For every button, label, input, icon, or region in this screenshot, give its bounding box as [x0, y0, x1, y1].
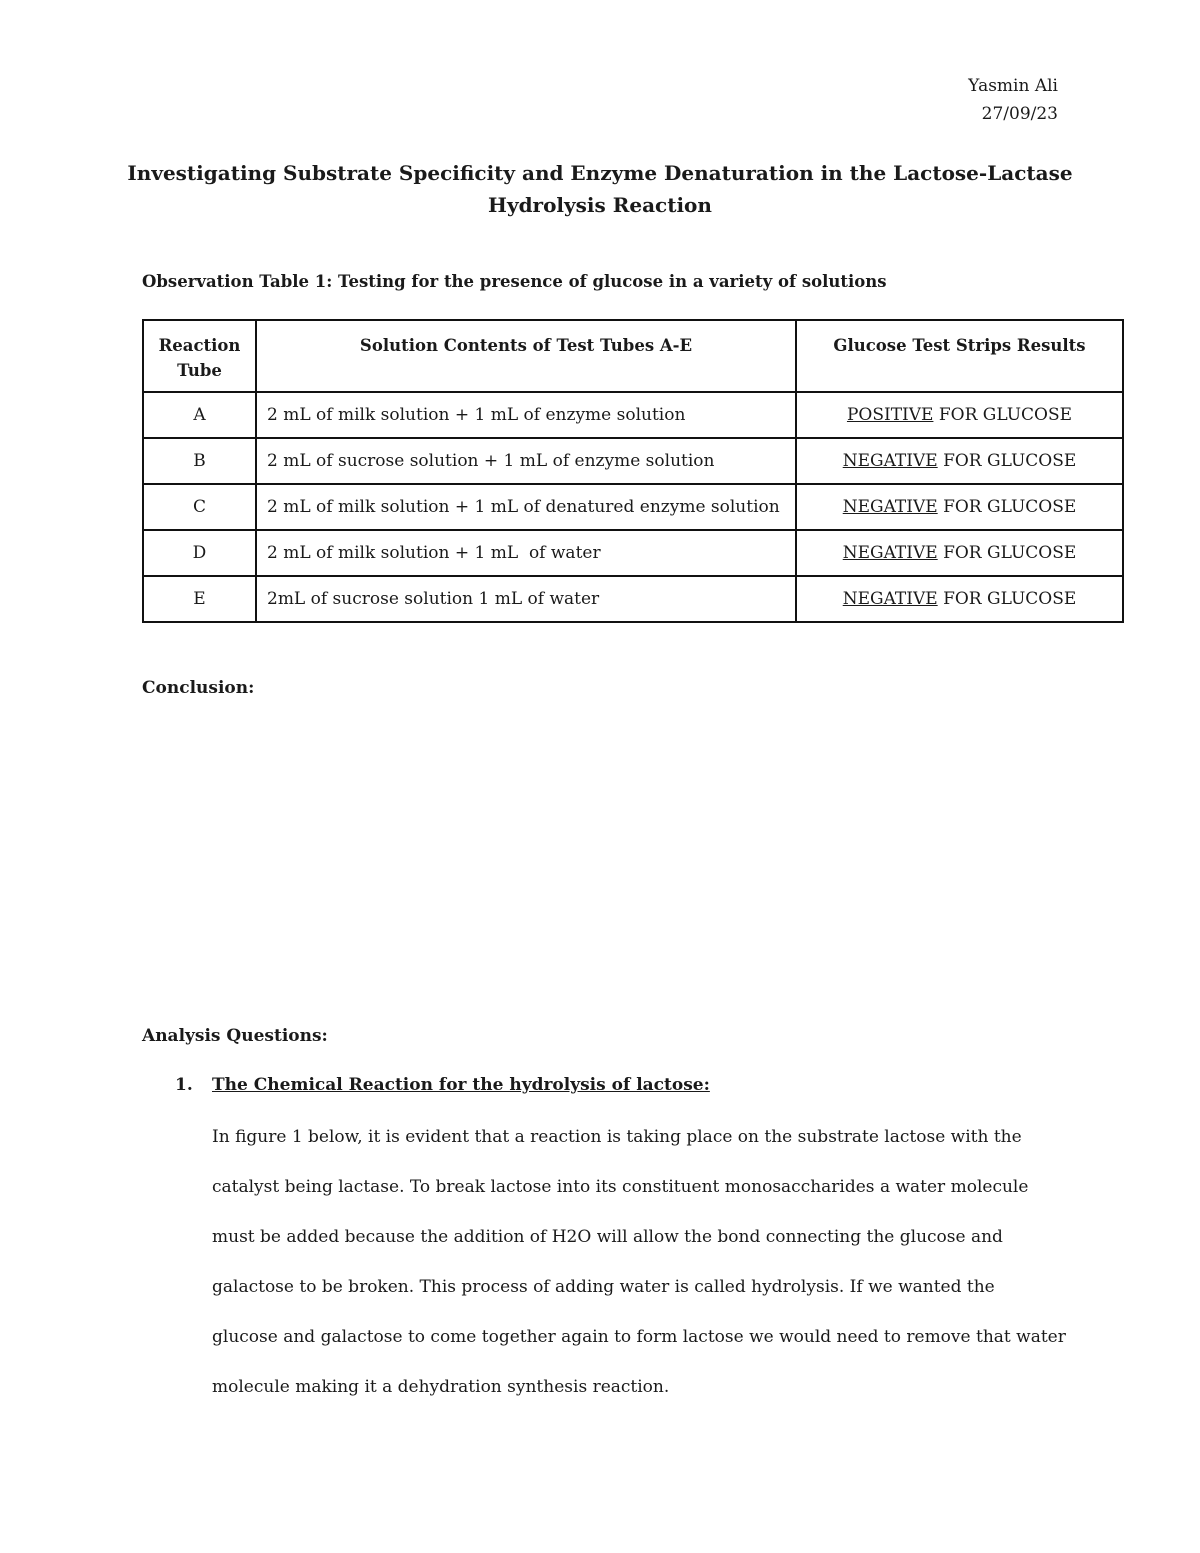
answer-line: must be added because the addition of H2O will allow the bond connecting the glucose and [212, 1227, 1003, 1247]
author-header [968, 72, 1058, 128]
document-title [100, 157, 1100, 221]
author-name: Yasmin Ali [968, 76, 1058, 96]
result-word: POSITIVE [846, 405, 934, 425]
answer-line: In figure 1 below, it is evident that a reaction is taking place on the substrate lactose with the [212, 1127, 1022, 1147]
contents-cell: 2 mL of milk solution + 1 mL of denatured enzyme solution [256, 484, 796, 530]
contents-cell: 2 mL of milk solution + 1 mL of water [256, 530, 796, 576]
table-header-row [143, 320, 1123, 392]
document-date: 27/09/23 [981, 104, 1058, 124]
question-answer [212, 1112, 1092, 1412]
header-tube-line-2: Tube [177, 361, 222, 380]
header-solution-contents: Solution Contents of Test Tubes A-E [256, 320, 796, 392]
result-cell [796, 392, 1123, 438]
table-row [143, 438, 1123, 484]
tube-cell: E [143, 576, 256, 622]
result-cell [796, 530, 1123, 576]
tube-cell: D [143, 530, 256, 576]
result-cell [796, 484, 1123, 530]
contents-cell: 2 mL of milk solution + 1 mL of enzyme solution [256, 392, 796, 438]
question-title: The Chemical Reaction for the hydrolysis of lactose: [212, 1075, 710, 1095]
table-row [143, 484, 1123, 530]
result-word: NEGATIVE [842, 451, 938, 471]
answer-line: galactose to be broken. This process of adding water is called hydrolysis. If we wanted the [212, 1277, 995, 1297]
result-word: NEGATIVE [842, 497, 938, 517]
contents-cell: 2 mL of sucrose solution + 1 mL of enzyme solution [256, 438, 796, 484]
tube-cell: C [143, 484, 256, 530]
result-rest: FOR GLUCOSE [933, 405, 1073, 425]
analysis-heading: Analysis Questions: [142, 1026, 328, 1046]
tube-cell: A [143, 392, 256, 438]
table-row [143, 530, 1123, 576]
answer-line: molecule making it a dehydration synthesis reaction. [212, 1377, 670, 1397]
result-rest: FOR GLUCOSE [937, 451, 1077, 471]
header-tube-line-1: Reaction [158, 336, 241, 355]
title-line-1: Investigating Substrate Specificity and Enzyme Denaturation in the Lactose-Lactase [127, 161, 1073, 185]
result-word: NEGATIVE [842, 543, 938, 563]
result-cell [796, 438, 1123, 484]
result-word: NEGATIVE [842, 589, 938, 609]
tube-cell: B [143, 438, 256, 484]
header-glucose-results: Glucose Test Strips Results [796, 320, 1123, 392]
table-row [143, 576, 1123, 622]
contents-cell: 2mL of sucrose solution 1 mL of water [256, 576, 796, 622]
title-line-2: Hydrolysis Reaction [488, 193, 712, 217]
observation-table [142, 319, 1124, 623]
question-number: 1. [175, 1075, 193, 1095]
conclusion-heading: Conclusion: [142, 678, 255, 698]
header-reaction-tube [143, 320, 256, 392]
result-rest: FOR GLUCOSE [937, 589, 1077, 609]
result-rest: FOR GLUCOSE [937, 497, 1077, 517]
result-cell [796, 576, 1123, 622]
result-rest: FOR GLUCOSE [937, 543, 1077, 563]
table-row [143, 392, 1123, 438]
answer-line: glucose and galactose to come together again to form lactose we would need to remove that water [212, 1327, 1066, 1347]
answer-line: catalyst being lactase. To break lactose into its constituent monosaccharides a water molecule [212, 1177, 1029, 1197]
table-caption: Observation Table 1: Testing for the presence of glucose in a variety of solutions [142, 272, 887, 291]
